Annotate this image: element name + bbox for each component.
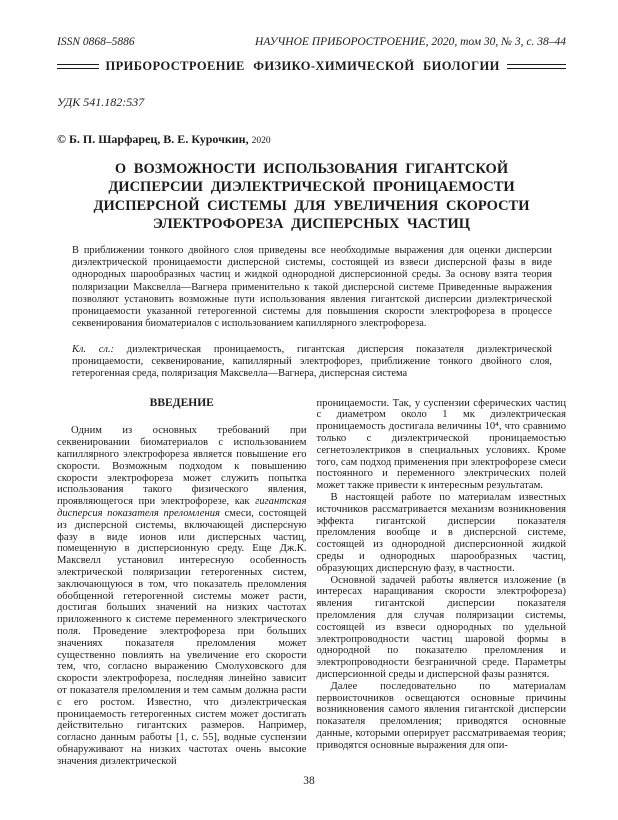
keywords-label: Кл. сл.:: [72, 343, 127, 355]
intro-p1-italic-phrase: гигантская дисперсия показателя преломления: [57, 496, 307, 519]
left-column: [57, 398, 307, 768]
copyright-line: [57, 132, 566, 147]
body-paragraph-4: Далее последовательно по материалам первоисточников освещаются основные причины возникновения самого явления гигантской дисперсии показателя преломления; приводятся основные данные, которыми оперирует рассматриваемая теория; приводятся основные выражения для опи-: [316, 680, 566, 751]
intro-p1-text-b: смеси, состоящей из дисперсной системы, включающей дисперсную фазу в виде ионов или дисперсных частиц, помещенную в дисперсионную среду. Еще Дж.К. Максвелл установил интересную особенность электрической поляризации гетерогенных систем, заключающуюся в том, что показатель преломления обобщенной гетерогенной системы может расти, достигая больших значений на низких частотах приложенного к системе переменного электрического поля. Проведение электрофореза при больших значениях показателя преломления может существенно повлиять на увеличение его скорости тем, что, согласно выражению Смолуховского для скорости электрофореза, последняя линейно зависит от показателя преломления и тем самым должна расти с его ростом. Известно, что диэлектрическая проницаемость гетерогенных систем может достигать действительно гигантских размеров. Например, согласно данным работы [1, с. 55], водные суспензии обнаруживают на низких частотах очень высокие значения диэлектрической: [57, 507, 307, 767]
keywords-block: [72, 344, 552, 381]
authors: Б. П. Шарфарец, В. Е. Курочкин,: [65, 132, 252, 146]
two-column-body: [57, 398, 566, 768]
body-paragraph-3: Основной задачей работы является изложение (в интересах наращивания скорости электрофореза) явления гигантской дисперсии показателя преломления для случая поляризации системы, состоящей из взвеси однородных по удельной электропроводности частиц шаровой формы в однородной по показателю преломления и электропроводности безграничной среде. Параметры дисперсионной среды и дисперсной фазы разнятся.: [316, 574, 566, 680]
body-paragraph-2: В настоящей работе по материалам известных источников рассматривается механизм возникновения эффекта гигантской дисперсии показателя преломления вообще и в дисперсной системе, состоящей из однородной дисперсионной жидкой среды и однородных шарообразных частиц, образующих дисперсную фазу, в частности.: [316, 491, 566, 574]
copyright-icon: ©: [57, 132, 66, 146]
keywords-list: диэлектрическая проницаемость, гигантская дисперсия показателя диэлектрической проницаемости, секвенирование, капиллярный электрофорез, приближение тонкого двойного слоя, гетерогенная среда, поляризация Максвелла—Вагнера, дисперсная система: [72, 343, 552, 380]
journal-reference: НАУЧНОЕ ПРИБОРОСТРОЕНИЕ, 2020, том 30, № 3, с. 38–44: [255, 36, 566, 48]
body-paragraph-continuation: проницаемости. Так, у суспензии сферических частиц с диаметром около 1 мк диэлектрическая проницаемость достигала величины 10⁴, что сравнимо только с диэлектрической проницаемостью сегнетоэлектриков в специальных условиях. Кроме того, сам подход применения при электрофорезе смеси постоянного и переменного электрических полей может также привести к интересным результатам.: [316, 397, 566, 492]
issn-label: ISSN 0868–5886: [57, 36, 135, 48]
section-banner: [57, 59, 566, 74]
banner-rule-left: [57, 64, 99, 69]
running-head: [57, 36, 566, 48]
introduction-heading: ВВЕДЕНИЕ: [149, 396, 214, 409]
abstract-text: В приближении тонкого двойного слоя приведены все необходимые выражения для оценки дисперсии диэлектрической проницаемости дисперсной системы, состоящей из взвеси дисперсной фазы в виде однородных шарообразных частиц и жидкой однородной дисперсионной среды. За основу взята теория поляризации Максвелла—Вагнера применительно к такой дисперсной системе Приведенные выражения позволяют установить возможные пути использования явления гигантской дисперсии диэлектрической проницаемости указанной гетерогенной системы для повышения скорости электрофореза в процессе секвенирования биоматериалов с использованием капиллярного электрофореза.: [72, 244, 552, 330]
copyright-year: 2020: [251, 136, 271, 146]
udc-code: УДК 541.182:537: [57, 95, 145, 109]
intro-paragraph-1: [57, 425, 307, 767]
intro-p1-text-a: Одним из основных требований при секвенировании биоматериалов с использованием капиллярного электрофореза является повышение его скорости. Возможным подходом к повышению скорости электрофореза может служить попытка использования такого физического явления, проявляющегося при электрофорезе, как: [57, 425, 307, 508]
banner-rule-right: [507, 64, 566, 69]
section-title: ПРИБОРОСТРОЕНИЕ ФИЗИКО-ХИМИЧЕСКОЙ БИОЛОГИИ: [105, 59, 500, 73]
right-column: [317, 398, 567, 768]
article-title: О ВОЗМОЖНОСТИ ИСПОЛЬЗОВАНИЯ ГИГАНТСКОЙ ДИСПЕРСИИ ДИЭЛЕКТРИЧЕСКОЙ ПРОНИЦАЕМОСТИ ДИСПЕРСНОЙ СИСТЕМЫ ДЛЯ УВЕЛИЧЕНИЯ СКОРОСТИ ЭЛЕКТРОФОРЕЗА ДИСПЕРСНЫХ ЧАСТИЦ: [93, 161, 530, 233]
page-number: 38: [303, 775, 315, 787]
